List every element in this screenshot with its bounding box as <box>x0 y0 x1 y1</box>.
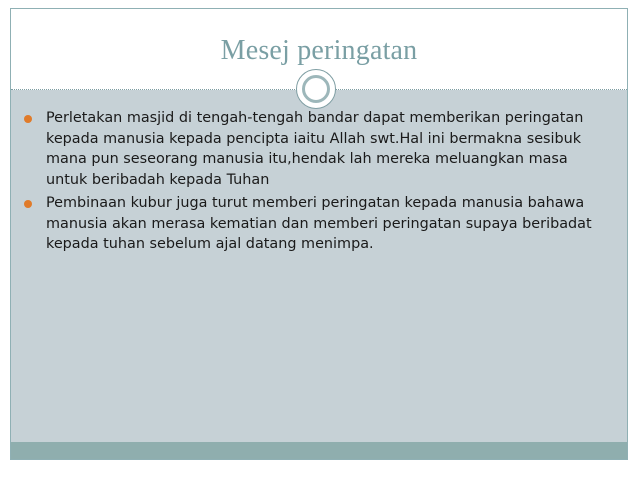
bullet-text: Pembinaan kubur juga turut memberi peringatan kepada manusia bahawa manusia akan merasa kematian dan memberi peringatan supaya beribadat kepada tuhan sebelum ajal datang menimpa. <box>46 195 592 252</box>
slide-title: Mesej peringatan <box>220 35 418 66</box>
bullet-item <box>20 193 600 255</box>
bullet-item <box>20 108 600 190</box>
bullet-text: Perletakan masjid di tengah-tengah bandar dapat memberikan peringatan kepada manusia kepada pencipta iaitu Allah swt.Hal ini bermakna sesibuk mana pun seseorang manusia itu,hendak lah mereka meluangkan masa untuk beribadah kepada Tuhan <box>46 110 584 188</box>
bullet-dot-icon <box>24 200 32 208</box>
decorative-ring-icon <box>296 69 336 109</box>
decorative-ring-inner <box>302 75 330 103</box>
bullet-dot-icon <box>24 115 32 123</box>
bullet-list <box>20 108 600 258</box>
